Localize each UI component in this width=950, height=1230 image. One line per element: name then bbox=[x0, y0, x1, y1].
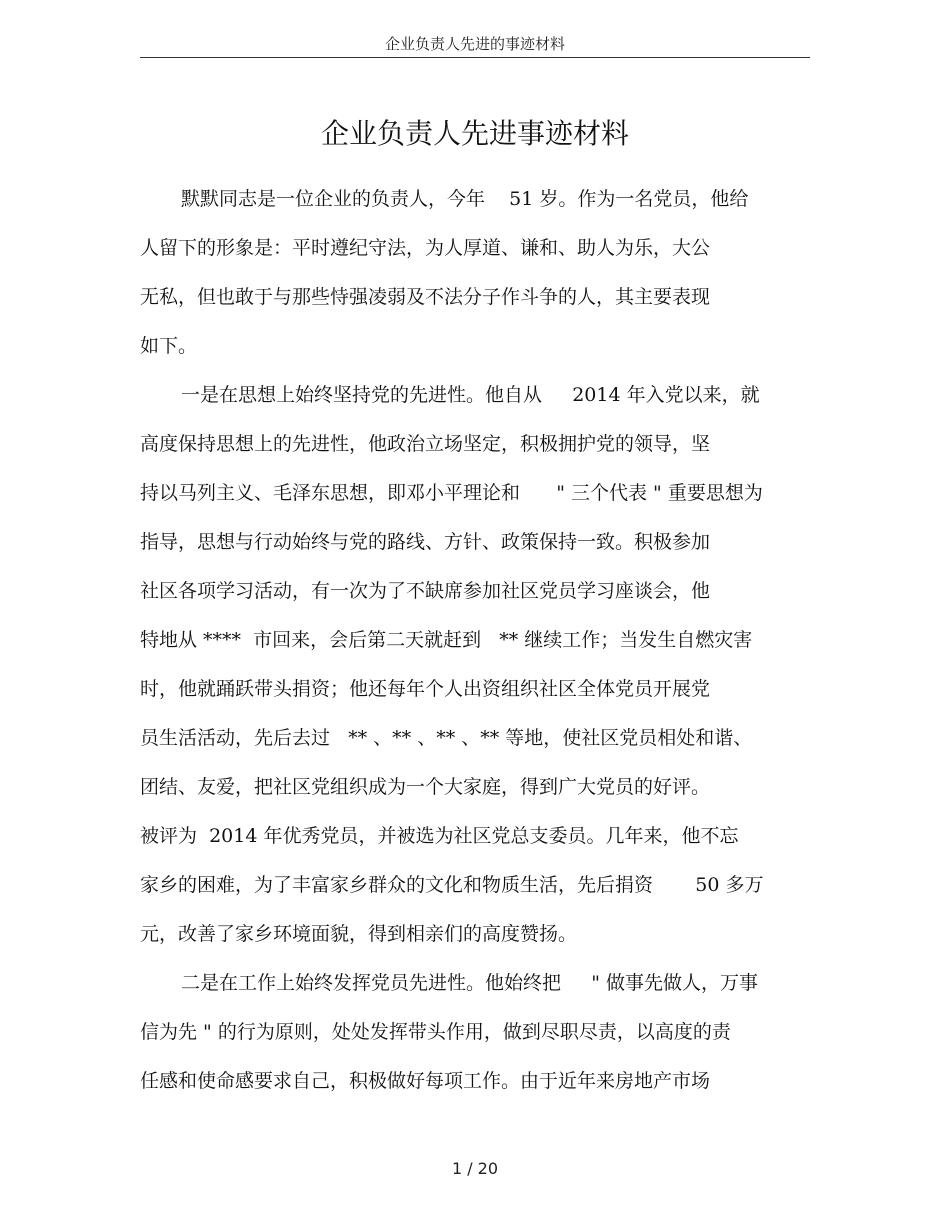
text-line: 时，他就踊跃带头捐资；他还每年个人出资组织社区全体党员开展党 bbox=[140, 678, 711, 700]
text-line: 如下。 bbox=[140, 335, 198, 357]
document-title: 企业负责人先进事迹材料 bbox=[320, 117, 629, 150]
text-line: 无私，但也敢于与那些恃强凌弱及不法分子作斗争的人，其主要表现 bbox=[140, 286, 711, 308]
text-line: 信为先 " 的行为原则，处处发挥带头作用，做到尽职尽责，以高度的责 bbox=[140, 1021, 731, 1043]
text-line: 被评为 2014 年优秀党员，并被选为社区党总支委员。几年来，他不忘 bbox=[140, 825, 739, 847]
text-line: 一是在思想上始终坚持党的先进性。他自从 2014 年入党以来，就 bbox=[181, 384, 760, 406]
text-line: 高度保持思想上的先进性，他政治立场坚定，积极拥护党的领导，坚 bbox=[140, 433, 711, 455]
text-line: 特地从 **** 市回来，会后第二天就赶到 ** 继续工作；当发生自燃灾害 bbox=[140, 629, 753, 651]
page-number: 1 / 20 bbox=[451, 1159, 499, 1178]
text-line: 默默同志是一位企业的负责人，今年 51 岁。作为一名党员，他给 bbox=[181, 188, 749, 210]
text-line: 家乡的困难，为了丰富家乡群众的文化和物质生活，先后捐资 50 多万 bbox=[140, 874, 764, 896]
header-divider bbox=[140, 57, 810, 58]
text-line: 人留下的形象是：平时遵纪守法，为人厚道、谦和、助人为乐，大公 bbox=[140, 237, 711, 259]
text-line: 社区各项学习活动，有一次为了不缺席参加社区党员学习座谈会，他 bbox=[140, 580, 711, 602]
text-line: 团结、友爱，把社区党组织成为一个大家庭，得到广大党员的好评。 bbox=[140, 776, 711, 798]
text-line: 持以马列主义、毛泽东思想，即邓小平理论和 " 三个代表 " 重要思想为 bbox=[140, 482, 763, 504]
text-line: 二是在工作上始终发挥党员先进性。他始终把 " 做事先做人，万事 bbox=[181, 972, 758, 994]
text-line: 指导，思想与行动始终与党的路线、方针、政策保持一致。积极参加 bbox=[140, 531, 711, 553]
running-header: 企业负责人先进的事迹材料 bbox=[384, 35, 565, 53]
text-line: 元，改善了家乡环境面貌，得到相亲们的高度赞扬。 bbox=[140, 923, 578, 945]
text-line: 任感和使命感要求自己，积极做好每项工作。由于近年来房地产市场 bbox=[140, 1070, 711, 1092]
text-line: 员生活活动，先后去过 ** 、** 、** 、** 等地，使社区党员相处和谐、 bbox=[140, 727, 753, 749]
